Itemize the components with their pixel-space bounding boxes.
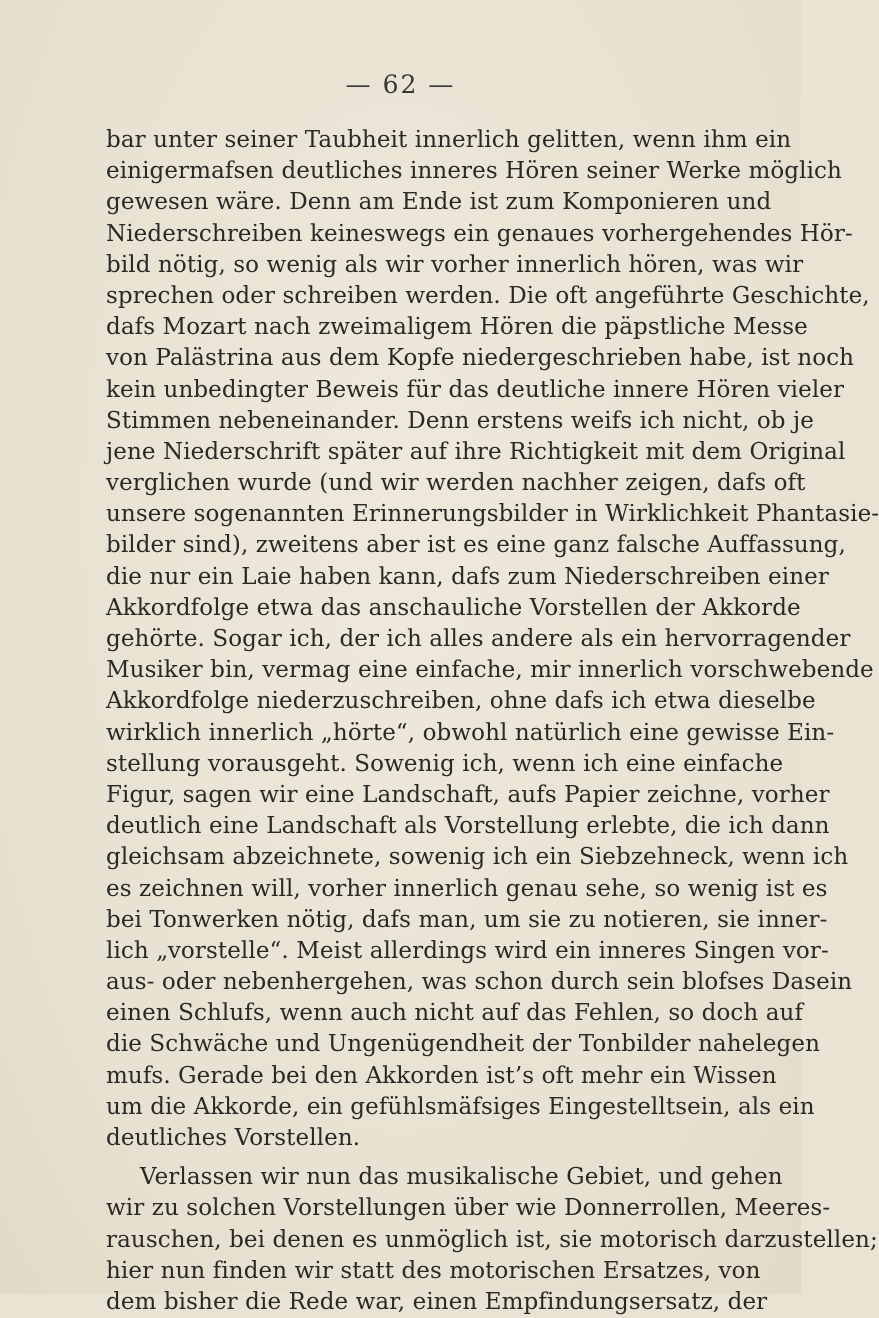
text-line: deutlich eine Landschaft als Vorstellung erlebte, die ich dann xyxy=(106,813,830,840)
text-line: dem bisher die Rede war, einen Empfindungsersatz, der xyxy=(106,1288,768,1315)
text-line: mufs. Gerade bei den Akkorden ist’s oft mehr ein Wissen xyxy=(106,1062,777,1089)
text-line: lich „vorstelle“. Meist allerdings wird ein inneres Singen vor- xyxy=(106,937,829,964)
paragraph-gap xyxy=(106,1154,726,1162)
text-line: Akkordfolge etwa das anschauliche Vorstellen der Akkorde xyxy=(106,594,801,621)
text-line: die Schwäche und Ungenügendheit der Tonbilder nahelegen xyxy=(106,1031,820,1058)
text-line: bild nötig, so wenig als wir vorher innerlich hören, was wir xyxy=(106,251,804,278)
text-line: einigermafsen deutliches inneres Hören seiner Werke möglich xyxy=(106,158,842,185)
text-line: um die Akkorde, ein gefühlsmäfsiges Eingestelltsein, als ein xyxy=(106,1093,815,1120)
text-line: aus- oder nebenhergehen, was schon durch sein blofses Dasein xyxy=(106,969,853,996)
text-line: einen Schlufs, wenn auch nicht auf das Fehlen, so doch auf xyxy=(106,1000,804,1027)
text-line: kein unbedingter Beweis für das deutliche innere Hören vieler xyxy=(106,376,845,403)
text-line: bei Tonwerken nötig, dafs man, um sie zu notieren, sie inner- xyxy=(106,906,828,933)
text-line: von Palästrina aus dem Kopfe niedergeschrieben habe, ist noch xyxy=(106,345,855,372)
text-line: sprechen oder schreiben werden. Die oft angeführte Geschichte, xyxy=(106,282,870,309)
text-line: gleichsam abzeichnete, sowenig ich ein Siebzehneck, wenn ich xyxy=(106,844,849,871)
text-line: unsere sogenannten Erinnerungsbilder in Wirklichkeit Phantasie- xyxy=(106,501,879,528)
text-line: stellung vorausgeht. Sowenig ich, wenn ich eine einfache xyxy=(106,750,784,777)
text-line: verglichen wurde (und wir werden nachher zeigen, dafs oft xyxy=(106,470,806,497)
text-line: dafs Mozart nach zweimaligem Hören die päpstliche Messe xyxy=(106,314,808,341)
text-line: die nur ein Laie haben kann, dafs zum Niederschreiben einer xyxy=(106,563,829,590)
text-line: deutliches Vorstellen. xyxy=(106,1125,361,1151)
text-line: bar unter seiner Taubheit innerlich gelitten, wenn ihm ein xyxy=(106,127,792,153)
text-line: es zeichnen will, vorher innerlich genau sehe, so wenig ist es xyxy=(106,875,828,902)
text-line: wirklich innerlich „hörte“, obwohl natürlich eine gewisse Ein- xyxy=(106,719,835,746)
text-line: bilder sind), zweitens aber ist es eine ganz falsche Auffassung, xyxy=(106,532,846,559)
text-line: Musiker bin, vermag eine einfache, mir innerlich vorschwebende xyxy=(106,657,874,684)
page-number: — 62 — xyxy=(345,70,456,99)
body-text xyxy=(106,125,879,1318)
text-line: Verlassen wir nun das musikalische Gebiet, und gehen xyxy=(140,1164,783,1191)
text-line: Akkordfolge niederzuschreiben, ohne dafs ich etwa dieselbe xyxy=(106,688,816,715)
text-line: gehörte. Sogar ich, der ich alles andere als ein hervorragender xyxy=(106,626,851,652)
text-line: wir zu solchen Vorstellungen über wie Donnerrollen, Meeres- xyxy=(106,1195,831,1222)
text-line: jene Niederschrift später auf ihre Richtigkeit mit dem Original xyxy=(106,438,846,465)
text-line: gewesen wäre. Denn am Ende ist zum Komponieren und xyxy=(106,189,772,216)
text-line: Figur, sagen wir eine Landschaft, aufs Papier zeichne, vorher xyxy=(106,781,830,808)
text-line: Niederschreiben keineswegs ein genaues vorhergehendes Hör- xyxy=(106,220,853,247)
text-line: Stimmen nebeneinander. Denn erstens weifs ich nicht, ob je xyxy=(106,407,814,434)
text-line: rauschen, bei denen es unmöglich ist, sie motorisch darzustellen; xyxy=(106,1226,878,1253)
text-line: hier nun finden wir statt des motorischen Ersatzes, von xyxy=(106,1257,761,1284)
